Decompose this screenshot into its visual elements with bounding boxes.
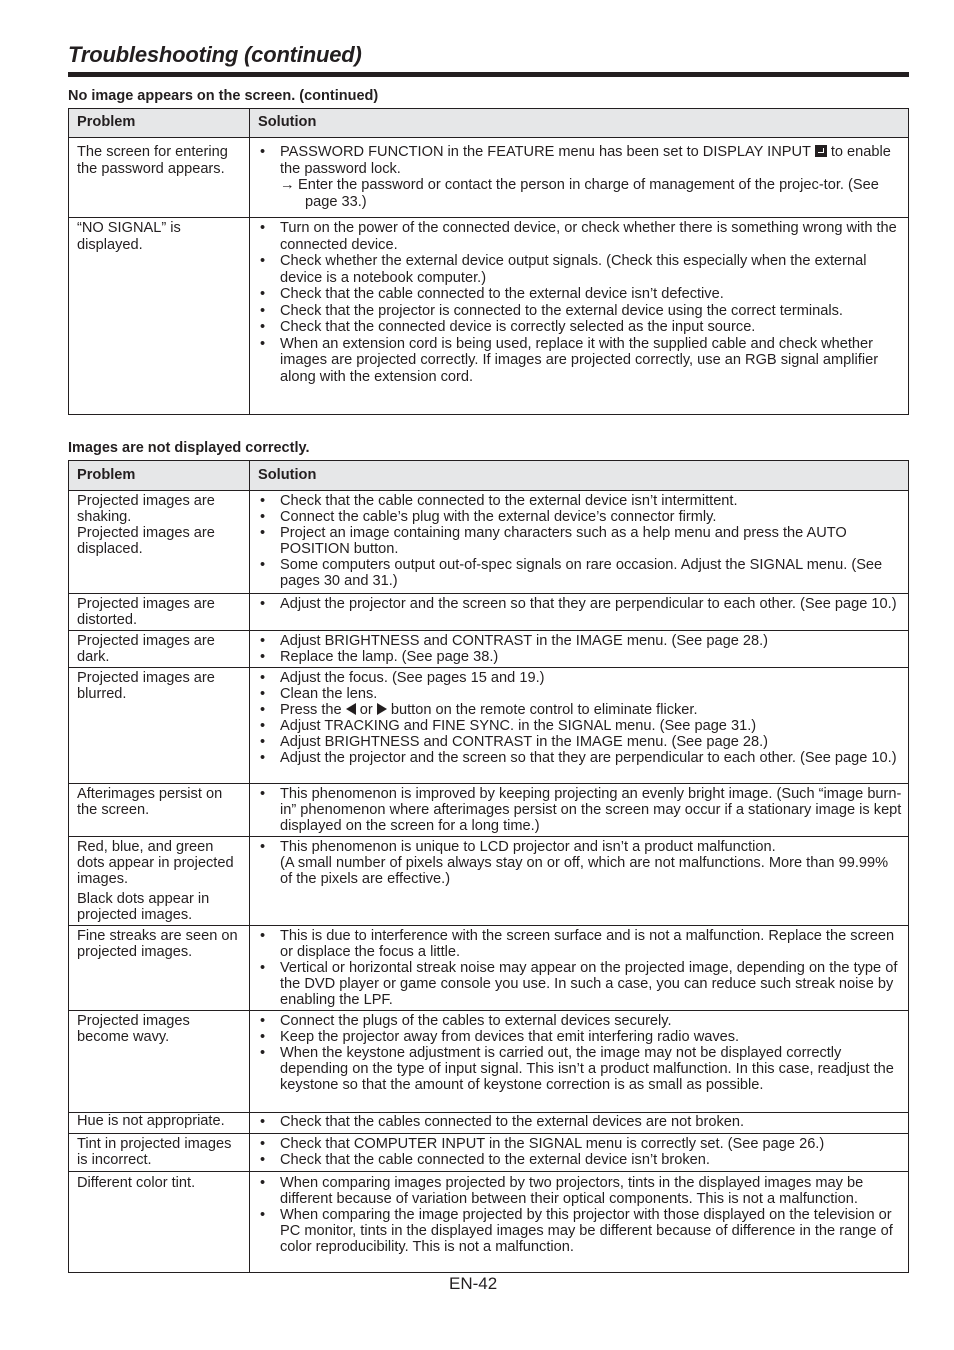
solution-item: • Vertical or horizontal streak noise may appear on the projected image, depending on the type of the DVD player or game console you use. In such a case, you can reduce such streak noise by enabling the LPF. <box>258 960 902 1008</box>
problem-cell <box>69 218 250 415</box>
problem-text: Projected images are displaced. <box>77 525 215 557</box>
solution-item: • Check that the projector is connected to the external device using the correct terminals. <box>258 303 902 320</box>
section-title-images-incorrect: Images are not displayed correctly. <box>68 440 310 456</box>
table-header-row <box>69 461 909 491</box>
problem-cell <box>69 1172 250 1273</box>
solution-item <box>258 702 902 718</box>
page-number: EN-42 <box>449 1274 498 1293</box>
solution-cell <box>250 1172 909 1273</box>
solution-subtext: (A small number of pixels always stay on or off, which are not malfunctions. More than 99.99% of the pixels are effective.) <box>280 855 889 887</box>
solution-item: • When the keystone adjustment is carried out, the image may not be displayed correctly depending on the type of input signal. This isn’t a product malfunction. In this case, readjust the keystone so that the amount of keystone correction is as small as possible. <box>258 1045 902 1093</box>
solution-cell <box>250 1011 909 1113</box>
solution-item: • Some computers output out-of-spec signals on rare occasion. Adjust the SIGNAL menu. (See pages 30 and 31.) <box>258 557 902 589</box>
problem-cell <box>69 926 250 1011</box>
solution-cell <box>250 926 909 1011</box>
solution-item: • Adjust the focus. (See pages 15 and 19.) <box>258 670 902 686</box>
problem-cell <box>69 138 250 218</box>
problem-cell <box>69 491 250 594</box>
solution-text: PASSWORD FUNCTION in the FEATURE menu has been set to DISPLAY INPUT <box>280 144 811 160</box>
solution-item: • Replace the lamp. (See page 38.) <box>258 649 902 665</box>
problem-text: Fine streaks are seen on projected images. <box>77 928 238 960</box>
table-images-incorrect <box>68 460 909 1273</box>
table-row <box>69 926 909 1011</box>
solution-cell <box>250 1113 909 1134</box>
solution-cell <box>250 138 909 218</box>
title-rule <box>68 72 909 77</box>
problem-text: Projected images are distorted. <box>77 596 215 628</box>
solution-item <box>258 144 902 177</box>
solution-item: • Adjust the projector and the screen so that they are perpendicular to each other. (See page 10.) <box>258 596 902 612</box>
problem-cell <box>69 784 250 837</box>
left-arrow-button-icon <box>346 703 356 715</box>
solution-item: • When an extension cord is being used, replace it with the supplied cable and check whether images are projected correctly. If images are projected correctly, use an RGB signal amplifier along with the extension cord. <box>258 336 902 386</box>
table-no-image <box>68 108 909 415</box>
solution-item: • Connect the plugs of the cables to external devices securely. <box>258 1013 902 1029</box>
solution-cell <box>250 668 909 784</box>
problem-text: Projected images become wavy. <box>77 1013 190 1045</box>
problem-text: The screen for entering the password appears. <box>77 144 228 177</box>
table-row <box>69 1113 909 1134</box>
problem-cell <box>69 1113 250 1134</box>
solution-item: • Check that COMPUTER INPUT in the SIGNAL menu is correctly set. (See page 26.) <box>258 1136 902 1152</box>
solution-text: button on the remote control to eliminate flicker. <box>390 702 698 718</box>
problem-text: Projected images are shaking. <box>77 493 215 525</box>
solution-cell <box>250 218 909 415</box>
solution-item: • Check whether the external device output signals. (Check this especially when the external device is a notebook computer.) <box>258 253 902 286</box>
solution-item: • Check that the cable connected to the external device isn’t intermittent. <box>258 493 902 509</box>
enter-icon <box>815 145 827 157</box>
solution-item: • Adjust BRIGHTNESS and CONTRAST in the IMAGE menu. (See page 28.) <box>258 633 902 649</box>
solution-item: • Check that the cable connected to the external device isn’t broken. <box>258 1152 902 1168</box>
table-row <box>69 837 909 926</box>
solution-item: • When comparing the image projected by this projector with those displayed on the television or PC monitor, tints in the displayed images may be different because of difference in the range of color reproducibility. This is not a malfunction. <box>258 1207 902 1255</box>
table-row <box>69 138 909 218</box>
problem-cell <box>69 837 250 926</box>
solution-cell <box>250 491 909 594</box>
table-header-row <box>69 109 909 138</box>
page-title: Troubleshooting (continued) <box>68 42 362 67</box>
solution-cell <box>250 837 909 926</box>
solution-item: • Adjust TRACKING and FINE SYNC. in the SIGNAL menu. (See page 31.) <box>258 718 902 734</box>
table-row <box>69 631 909 668</box>
solution-item: • Check that the connected device is correctly selected as the input source. <box>258 319 902 336</box>
column-header-solution: Solution <box>250 109 909 138</box>
problem-text: Tint in projected images is incorrect. <box>77 1136 232 1168</box>
solution-text: Press the <box>280 702 342 718</box>
table-row <box>69 594 909 631</box>
solution-text: or <box>359 702 373 718</box>
solution-item: • Keep the projector away from devices that emit interfering radio waves. <box>258 1029 902 1045</box>
column-header-problem: Problem <box>69 109 250 138</box>
solution-item: • When comparing images projected by two projectors, tints in the displayed images may be different because of variation between their optical components. This is not a malfunction. <box>258 1175 902 1207</box>
solution-item: • Check that the cables connected to the external devices are not broken. <box>258 1114 902 1130</box>
solution-text: • This phenomenon is unique to LCD projector and isn’t a product malfunction. <box>280 839 776 855</box>
problem-text: Red, blue, and green dots appear in projected images. <box>77 839 234 887</box>
problem-text: Projected images are blurred. <box>77 670 215 702</box>
problem-text: Afterimages persist on the screen. <box>77 786 223 818</box>
arrow-note <box>280 177 902 210</box>
solution-item: • This phenomenon is improved by keeping projecting an evenly bright image. (Such “image burn-in” phenomenon where afterimages persist on the screen may occur if a stationary image is kept displayed on the screen for a long time.) <box>258 786 902 834</box>
solution-cell <box>250 631 909 668</box>
table-row <box>69 1172 909 1273</box>
problem-cell <box>69 1134 250 1172</box>
problem-text: Different color tint. <box>77 1175 196 1191</box>
solution-item: • Project an image containing many characters such as a help menu and press the AUTO POSITION button. <box>258 525 902 557</box>
table-row <box>69 668 909 784</box>
column-header-solution: Solution <box>250 461 909 491</box>
solution-text: to enable the password lock. <box>280 144 891 177</box>
problem-cell <box>69 631 250 668</box>
arrow-note-text: Enter the password or contact the person in charge of management of the projec-tor. (See page 33.) <box>298 177 879 210</box>
problem-text: Projected images are dark. <box>77 633 215 665</box>
solution-cell <box>250 784 909 837</box>
problem-text: Hue is not appropriate. <box>77 1113 225 1129</box>
table-row <box>69 1011 909 1113</box>
solution-cell <box>250 1134 909 1172</box>
problem-cell <box>69 668 250 784</box>
solution-item: • Check that the cable connected to the external device isn’t defective. <box>258 286 902 303</box>
column-header-problem: Problem <box>69 461 250 491</box>
problem-text: Black dots appear in projected images. <box>77 891 210 923</box>
arrow-icon: → <box>280 177 295 193</box>
section-title-no-image: No image appears on the screen. (continued) <box>68 88 379 104</box>
table-row <box>69 784 909 837</box>
solution-cell <box>250 594 909 631</box>
solution-item: • Clean the lens. <box>258 686 902 702</box>
problem-text: “NO SIGNAL” is displayed. <box>77 220 181 253</box>
right-arrow-button-icon <box>377 703 387 715</box>
table-row <box>69 491 909 594</box>
solution-item: • Adjust BRIGHTNESS and CONTRAST in the IMAGE menu. (See page 28.) <box>258 734 902 750</box>
table-row <box>69 1134 909 1172</box>
solution-item <box>258 839 902 887</box>
problem-cell <box>69 594 250 631</box>
solution-item: • Turn on the power of the connected device, or check whether there is something wrong with the connected device. <box>258 220 902 253</box>
table-row <box>69 218 909 415</box>
solution-item: • Adjust the projector and the screen so that they are perpendicular to each other. (See page 10.) <box>258 750 902 766</box>
problem-cell <box>69 1011 250 1113</box>
solution-item: • Connect the cable’s plug with the external device’s connector firmly. <box>258 509 902 525</box>
solution-item: • This is due to interference with the screen surface and is not a malfunction. Replace the screen or displace the focus a little. <box>258 928 902 960</box>
